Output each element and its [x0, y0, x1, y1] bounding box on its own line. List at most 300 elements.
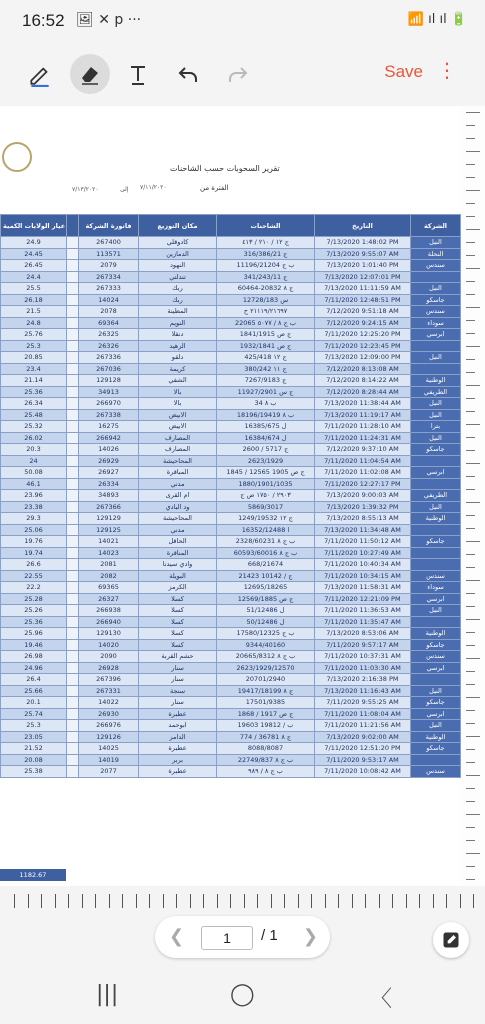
table-cell: 26.18: [1, 294, 67, 306]
table-row: [1, 283, 461, 295]
table-cell: 9344/40160: [217, 639, 315, 651]
table-cell: 1880/1901/1035: [217, 478, 315, 490]
table-cell: النحلة: [411, 248, 461, 260]
rail-tick: [466, 411, 475, 412]
table-cell: 14019: [79, 754, 139, 766]
blank-cell: [67, 340, 79, 352]
table-cell: 25.66: [1, 685, 67, 697]
table-row: [1, 616, 461, 628]
table-cell: 25.38: [1, 766, 67, 778]
blank-cell: [67, 662, 79, 674]
table-cell: 26929: [79, 455, 139, 467]
rail-tick: [466, 164, 475, 165]
table-cell: 7/13/2020 11:19:17 AM: [315, 409, 411, 421]
table-cell: دنقلا: [139, 329, 217, 341]
rail-tick: [466, 281, 475, 282]
table-cell: 25.3: [1, 340, 67, 352]
rail-tick: [466, 203, 475, 204]
rail-tick: [466, 554, 475, 555]
table-cell: 7267/9183 ج: [217, 375, 315, 387]
table-row: [1, 329, 461, 341]
blank-cell: [67, 455, 79, 467]
table-header: [1, 215, 461, 237]
table-cell: 60464-20832 ج ٨: [217, 283, 315, 295]
table-cell: ب ج 11196/21204: [217, 260, 315, 272]
table-row: [1, 708, 461, 720]
table-cell: 7/13/2020 1:39:32 PM: [315, 501, 411, 513]
table-cell: 26.02: [1, 432, 67, 444]
table-row: [1, 375, 461, 387]
table-cell: 21.5: [1, 306, 67, 318]
table-cell: سنار: [139, 674, 217, 686]
status-bar: [0, 0, 485, 44]
table-cell: 7/12/2020 8:14:22 AM: [315, 375, 411, 387]
document-viewport[interactable]: [0, 106, 485, 886]
ruler-tick: [338, 894, 339, 908]
rail-tick: [466, 619, 480, 620]
table-cell: الوطنية: [411, 628, 461, 640]
table-row: [1, 720, 461, 732]
column-header: فاتورة الشركة: [79, 215, 139, 237]
rail-tick: [466, 359, 475, 360]
table-cell: 129128: [79, 375, 139, 387]
ruler-tick: [244, 894, 245, 908]
ruler-tick: [419, 894, 420, 908]
table-cell: 22.2: [1, 582, 67, 594]
rail-tick: [466, 814, 480, 815]
table-cell: 14022: [79, 697, 139, 709]
blank-cell: [67, 248, 79, 260]
rail-tick: [466, 632, 475, 633]
ruler-tick: [149, 894, 150, 908]
table-row: [1, 467, 461, 479]
table-row: [1, 248, 461, 260]
table-cell: 7/13/2020 9:00:03 AM: [315, 490, 411, 502]
blank-cell: [67, 317, 79, 329]
blank-cell: [67, 524, 79, 536]
table-cell: دلقو: [139, 352, 217, 364]
table-cell: 24.9: [1, 237, 67, 249]
table-cell: 7/13/2020 11:16:43 AM: [315, 685, 411, 697]
blank-cell: [67, 467, 79, 479]
table-row: [1, 743, 461, 755]
table-row: [1, 432, 461, 444]
rail-tick: [466, 515, 475, 516]
blank-cell: [67, 628, 79, 640]
table-cell: [411, 547, 461, 559]
table-cell: ابرسي: [411, 593, 461, 605]
table-cell: 7/11/2020 9:55:25 AM: [315, 697, 411, 709]
table-cell: ود البادي: [139, 501, 217, 513]
table-cell: الشفي: [139, 375, 217, 387]
table-cell: 267334: [79, 271, 139, 283]
table-cell: المطينة: [139, 306, 217, 318]
column-header: مكان التوزيع: [139, 215, 217, 237]
table-cell: سوداء: [411, 582, 461, 594]
table-cell: 16352/12488 ا: [217, 524, 315, 536]
table-cell: سنجة: [139, 685, 217, 697]
blank-cell: [67, 490, 79, 502]
table-cell: عطبرة: [139, 743, 217, 755]
table-cell: 5869/3017: [217, 501, 315, 513]
redo-icon: [226, 62, 250, 86]
table-cell: الابيض: [139, 421, 217, 433]
table-cell: 7/11/2020 10:40:34 AM: [315, 559, 411, 571]
ruler-tick: [392, 894, 393, 908]
table-cell: كسلا: [139, 593, 217, 605]
table-row: [1, 306, 461, 318]
blank-cell: [67, 283, 79, 295]
table-row: [1, 237, 461, 249]
table-cell: 25.36: [1, 386, 67, 398]
table-cell: 2600 / 5717 ج: [217, 444, 315, 456]
table-cell: 34893: [79, 490, 139, 502]
blank-cell: [67, 432, 79, 444]
table-cell: 19.46: [1, 639, 67, 651]
blank-cell: [67, 444, 79, 456]
table-cell: الطريفي: [411, 386, 461, 398]
table-row: [1, 421, 461, 433]
table-cell: 425/418 ج ١٢: [217, 352, 315, 364]
table-row: [1, 547, 461, 559]
notification-icons: 🖼 ✕ p ···: [76, 12, 142, 28]
blank-cell: [67, 363, 79, 375]
table-cell: 24.45: [1, 248, 67, 260]
table-cell: 51/12486 ل: [217, 605, 315, 617]
table-cell: كسلا: [139, 616, 217, 628]
blank-cell: [67, 478, 79, 490]
table-cell: 12695/18265: [217, 582, 315, 594]
blank-cell: [67, 237, 79, 249]
table-cell: 7/12/2020 8:28:44 AM: [315, 386, 411, 398]
table-cell: 267338: [79, 409, 139, 421]
table-cell: [411, 271, 461, 283]
table-cell: 7/11/2020 11:08:04 AM: [315, 708, 411, 720]
table-cell: النيل: [411, 409, 461, 421]
shipments-table: [0, 214, 461, 778]
rail-tick: [466, 320, 475, 321]
table-cell: البويلة: [139, 570, 217, 582]
back-button[interactable]: 〈: [370, 987, 393, 1012]
rail-tick: [466, 242, 475, 243]
table-cell: كسلا: [139, 628, 217, 640]
table-cell: 7/13/2020 1:01:40 PM: [315, 260, 411, 272]
table-row: [1, 513, 461, 525]
table-cell: 25.48: [1, 409, 67, 421]
table-cell: 7/12/2020 9:24:15 AM: [315, 317, 411, 329]
table-cell: ابوحمد: [139, 720, 217, 732]
eraser-tool-button[interactable]: [70, 54, 110, 94]
ruler-tick: [163, 894, 164, 908]
table-cell: ابرسي: [411, 662, 461, 674]
rail-tick: [466, 580, 480, 581]
table-cell: عطبرة: [139, 766, 217, 778]
table-cell: 129130: [79, 628, 139, 640]
table-row: [1, 386, 461, 398]
rail-tick: [466, 840, 475, 841]
table-cell: 26326: [79, 340, 139, 352]
blank-cell: [67, 754, 79, 766]
table-cell: بالا: [139, 398, 217, 410]
more-options-button[interactable]: ⋮: [437, 58, 457, 82]
table-cell: 19.74: [1, 547, 67, 559]
redo-button[interactable]: [218, 54, 258, 94]
table-cell: 20701/2940: [217, 674, 315, 686]
table-cell: النيل: [411, 237, 461, 249]
table-row: [1, 536, 461, 548]
home-button[interactable]: ◯: [230, 982, 255, 1007]
table-cell: 20665/8312 ب ج ٨: [217, 651, 315, 663]
table-cell: ٢١١١٩/٢١٦٩٧ ح: [217, 306, 315, 318]
blank-cell: [67, 306, 79, 318]
table-cell: 26.34: [1, 398, 67, 410]
period-label: الفترة من: [200, 184, 229, 192]
table-cell: الطريفي: [411, 490, 461, 502]
column-header: [67, 215, 79, 237]
rail-tick: [466, 333, 475, 334]
table-row: [1, 317, 461, 329]
table-cell: 774 / 36781 ج ٨: [217, 731, 315, 743]
table-cell: جاسكو: [411, 639, 461, 651]
table-cell: النهود: [139, 260, 217, 272]
table-cell: 69364: [79, 317, 139, 329]
table-cell: الوطنية: [411, 513, 461, 525]
table-cell: 25.76: [1, 329, 67, 341]
table-cell: مدني: [139, 524, 217, 536]
blank-cell: [67, 605, 79, 617]
rail-tick: [466, 827, 475, 828]
page-navigator: [155, 916, 330, 958]
table-row: [1, 651, 461, 663]
table-cell: 26928: [79, 662, 139, 674]
table-cell: 7/13/2020 2:16:38 PM: [315, 674, 411, 686]
blank-cell: [67, 697, 79, 709]
table-cell: 26334: [79, 478, 139, 490]
table-cell: 20.3: [1, 444, 67, 456]
rail-tick: [466, 788, 475, 789]
table-cell: 20.08: [1, 754, 67, 766]
table-cell: 2077: [79, 766, 139, 778]
table-cell: 7/11/2020 12:25:20 PM: [315, 329, 411, 341]
rail-tick: [466, 424, 480, 425]
table-cell: [411, 559, 461, 571]
table-row: [1, 731, 461, 743]
table-cell: 25.3: [1, 720, 67, 732]
table-cell: 24: [1, 455, 67, 467]
rail-tick: [466, 593, 475, 594]
table-cell: 19.76: [1, 536, 67, 548]
table-cell: الدمازين: [139, 248, 217, 260]
blank-cell: [67, 421, 79, 433]
table-cell: 14024: [79, 294, 139, 306]
table-cell: 14026: [79, 444, 139, 456]
rail-tick: [466, 255, 475, 256]
table-cell: كسلا: [139, 639, 217, 651]
table-cell: 129129: [79, 513, 139, 525]
table-cell: 26327: [79, 593, 139, 605]
period-to-label: إلى: [120, 186, 129, 193]
ruler-tick: [28, 894, 29, 908]
table-cell: 2090: [79, 651, 139, 663]
table-cell: 266976: [79, 720, 139, 732]
table-cell: 23.38: [1, 501, 67, 513]
blank-cell: [67, 639, 79, 651]
table-cell: سنار: [139, 662, 217, 674]
table-cell: 34 ب ٨: [217, 398, 315, 410]
table-cell: 25.96: [1, 628, 67, 640]
table-cell: الوطنية: [411, 375, 461, 387]
table-cell: 2081: [79, 559, 139, 571]
table-cell: 34913: [79, 386, 139, 398]
blank-cell: [67, 743, 79, 755]
document-page: [0, 106, 460, 886]
ruler-tick: [325, 894, 326, 908]
table-cell: ابرسي: [411, 708, 461, 720]
table-cell: 267366: [79, 501, 139, 513]
table-cell: 7/13/2020 11:34:48 AM: [315, 524, 411, 536]
table-cell: [411, 340, 461, 352]
next-page-button[interactable]: ❯: [302, 926, 318, 947]
column-header: الشركة: [411, 215, 461, 237]
table-cell: النيل: [411, 720, 461, 732]
ruler-tick: [365, 894, 366, 908]
ruler-tick: [176, 894, 177, 908]
save-button[interactable]: Save: [384, 62, 423, 81]
table-row: [1, 340, 461, 352]
rail-tick: [466, 671, 475, 672]
blank-cell: [67, 386, 79, 398]
table-cell: 7/13/2020 1:48:02 PM: [315, 237, 411, 249]
blank-cell: [67, 674, 79, 686]
table-row: [1, 524, 461, 536]
table-cell: 26.4: [1, 674, 67, 686]
table-cell: ٢٩٠٣ / ١٧٥٠ ص ج: [217, 490, 315, 502]
blank-cell: [67, 375, 79, 387]
rail-tick: [466, 229, 480, 230]
table-cell: جاسكو: [411, 743, 461, 755]
table-row: [1, 685, 461, 697]
page-number-input[interactable]: 1: [201, 926, 253, 950]
blank-cell: [67, 720, 79, 732]
table-cell: ب ج ٨ / ٥٠٧٧ 22065: [217, 317, 315, 329]
table-cell: حشم القربة: [139, 651, 217, 663]
table-cell: 7/11/2020 11:36:53 AM: [315, 605, 411, 617]
table-cell: 1932/1841 ج ص: [217, 340, 315, 352]
table-cell: 12728/183 س: [217, 294, 315, 306]
table-cell: 14025: [79, 743, 139, 755]
blank-cell: [67, 513, 79, 525]
text-tool-button[interactable]: [118, 54, 158, 94]
table-cell: 19417/18199 ج ٨: [217, 685, 315, 697]
table-cell: 113571: [79, 248, 139, 260]
blank-cell: [67, 731, 79, 743]
rail-tick: [466, 437, 475, 438]
table-cell: 267333: [79, 283, 139, 295]
table-cell: كريمة: [139, 363, 217, 375]
table-cell: 7/11/2020 10:34:15 AM: [315, 570, 411, 582]
table-cell: 17580/12325 ب ج: [217, 628, 315, 640]
company-logo: [2, 142, 32, 172]
rail-tick: [466, 762, 475, 763]
table-cell: ربك: [139, 294, 217, 306]
table-cell: جاسكو: [411, 444, 461, 456]
table-row: [1, 754, 461, 766]
table-cell: تندلتي: [139, 271, 217, 283]
table-row: [1, 582, 461, 594]
table-cell: 25.06: [1, 524, 67, 536]
table-cell: 1868 / 1917 ج ص: [217, 708, 315, 720]
table-cell: 341/243/11 ج: [217, 271, 315, 283]
rail-tick: [466, 216, 475, 217]
table-cell: 7/11/2020 12:21:09 PM: [315, 593, 411, 605]
table-cell: 2082: [79, 570, 139, 582]
table-cell: 26.98: [1, 651, 67, 663]
table-cell: 267331: [79, 685, 139, 697]
rail-tick: [466, 528, 475, 529]
table-cell: 25.32: [1, 421, 67, 433]
table-row: [1, 490, 461, 502]
previous-page-button[interactable]: ❮: [169, 926, 185, 947]
table-cell: 7/11/2020 12:23:45 PM: [315, 340, 411, 352]
rail-tick: [466, 346, 480, 347]
recents-button[interactable]: |||: [96, 982, 119, 1007]
blank-cell: [67, 559, 79, 571]
undo-button[interactable]: [168, 54, 208, 94]
ruler-tick: [284, 894, 285, 908]
table-row: [1, 455, 461, 467]
rail-tick: [466, 866, 475, 867]
table-cell: 129126: [79, 731, 139, 743]
table-cell: 7/11/2020 11:35:47 AM: [315, 616, 411, 628]
period-from: ٧/١١/٢٠٢٠: [140, 184, 167, 191]
table-row: [1, 409, 461, 421]
table-cell: [411, 363, 461, 375]
table-cell: وادي سيدنا: [139, 559, 217, 571]
table-cell: كسلا: [139, 605, 217, 617]
rail-tick: [466, 853, 480, 854]
edit-pdf-button[interactable]: [433, 922, 469, 958]
table-row: [1, 294, 461, 306]
table-cell: المحاحيشة: [139, 513, 217, 525]
table-cell: النيل: [411, 685, 461, 697]
table-row: [1, 478, 461, 490]
table-cell: [411, 616, 461, 628]
ruler-tick: [379, 894, 380, 908]
table-cell: 2079: [79, 260, 139, 272]
table-cell: الحاقل: [139, 536, 217, 548]
ruler-tick: [122, 894, 123, 908]
eraser-icon: [78, 62, 102, 86]
table-cell: 46.1: [1, 478, 67, 490]
table-cell: 23.05: [1, 731, 67, 743]
table-cell: 7/11/2020 11:02:08 AM: [315, 467, 411, 479]
table-cell: سندس: [411, 260, 461, 272]
ruler-tick: [473, 894, 474, 908]
table-cell: 1845 / 12565 ج ص 1905: [217, 467, 315, 479]
table-cell: ام القرى: [139, 490, 217, 502]
pen-tool-button[interactable]: [20, 54, 60, 94]
rail-tick: [466, 541, 480, 542]
table-cell: 20.1: [1, 697, 67, 709]
blank-cell: [67, 708, 79, 720]
table-row: [1, 628, 461, 640]
table-cell: 267036: [79, 363, 139, 375]
pen-icon: [27, 61, 53, 87]
table-row: [1, 559, 461, 571]
rail-tick: [466, 476, 475, 477]
table-cell: 21.14: [1, 375, 67, 387]
table-cell: 23.4: [1, 363, 67, 375]
